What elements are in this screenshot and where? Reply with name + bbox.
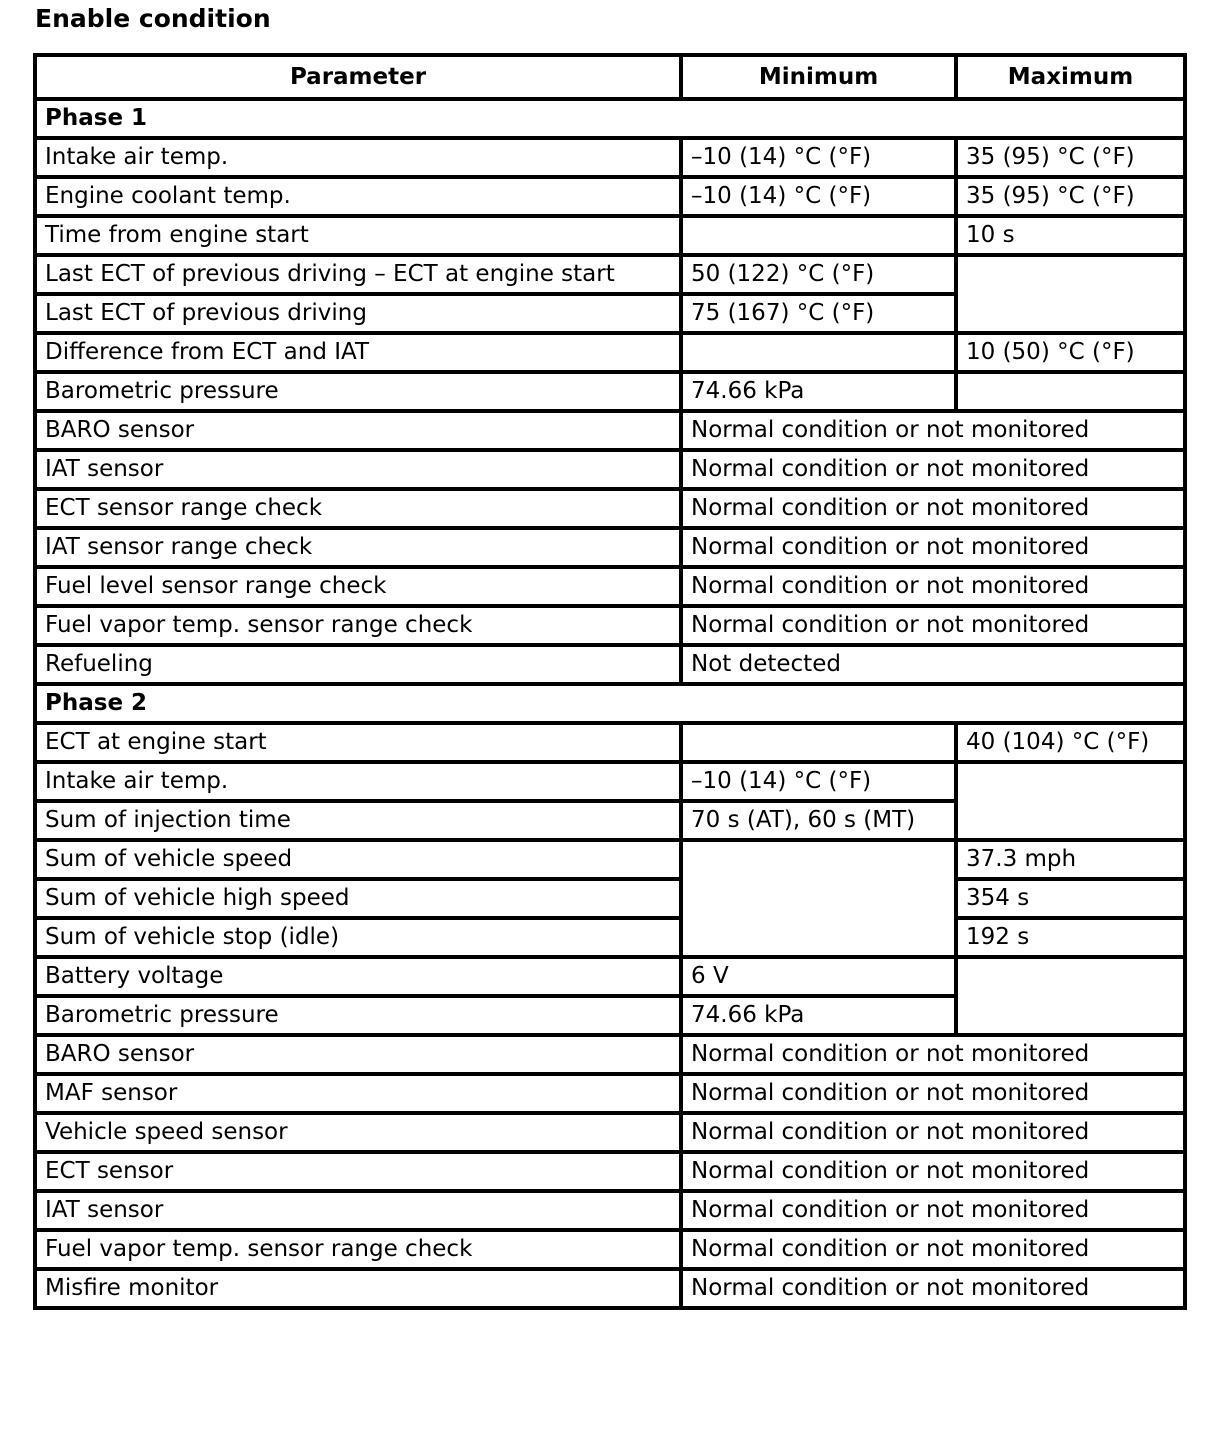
table-row [35,567,1185,606]
value-cell: Normal condition or not monitored [681,489,1185,528]
min-cell-empty [681,333,956,372]
table-row [35,1152,1185,1191]
param-cell: Last ECT of previous driving – ECT at engine start [35,255,681,294]
phase-row [35,684,1185,723]
value-cell: Normal condition or not monitored [681,411,1185,450]
param-cell: Intake air temp. [35,762,681,801]
param-cell: Time from engine start [35,216,681,255]
table-row [35,1113,1185,1152]
value-cell: Not detected [681,645,1185,684]
max-cell: 35 (95) °C (°F) [956,177,1185,216]
param-cell: Fuel vapor temp. sensor range check [35,606,681,645]
table-row [35,333,1185,372]
table-row [35,255,1185,294]
param-cell: Sum of vehicle stop (idle) [35,918,681,957]
value-cell: Normal condition or not monitored [681,1113,1185,1152]
value-cell: Normal condition or not monitored [681,1035,1185,1074]
min-cell: 50 (122) °C (°F) [681,255,956,294]
param-cell: Intake air temp. [35,138,681,177]
min-cell-empty [681,723,956,762]
table-row [35,489,1185,528]
param-cell: Barometric pressure [35,996,681,1035]
enable-condition-table [33,53,1187,1310]
value-cell: Normal condition or not monitored [681,1191,1185,1230]
param-cell: Sum of injection time [35,801,681,840]
max-cell: 37.3 mph [956,840,1185,879]
min-cell: 70 s (AT), 60 s (MT) [681,801,956,840]
value-cell: Normal condition or not monitored [681,1269,1185,1308]
max-cell-empty [956,957,1185,1035]
min-cell: –10 (14) °C (°F) [681,762,956,801]
param-cell: IAT sensor [35,1191,681,1230]
header-row [35,55,1185,99]
min-cell-empty [681,840,956,957]
param-cell: Misfire monitor [35,1269,681,1308]
table-row [35,528,1185,567]
table-row [35,1074,1185,1113]
param-cell: MAF sensor [35,1074,681,1113]
value-cell: Normal condition or not monitored [681,1152,1185,1191]
value-cell: Normal condition or not monitored [681,528,1185,567]
max-cell: 35 (95) °C (°F) [956,138,1185,177]
value-cell: Normal condition or not monitored [681,450,1185,489]
max-cell: 192 s [956,918,1185,957]
table-row [35,1269,1185,1308]
header-parameter: Parameter [35,55,681,99]
param-cell: Fuel vapor temp. sensor range check [35,1230,681,1269]
max-cell: 40 (104) °C (°F) [956,723,1185,762]
param-cell: BARO sensor [35,1035,681,1074]
param-cell: ECT at engine start [35,723,681,762]
max-cell-empty [956,255,1185,333]
value-cell: Normal condition or not monitored [681,567,1185,606]
param-cell: Sum of vehicle high speed [35,879,681,918]
param-cell: Fuel level sensor range check [35,567,681,606]
table-row [35,606,1185,645]
param-cell: ECT sensor range check [35,489,681,528]
phase-1-label: Phase 1 [35,99,1185,138]
param-cell: Sum of vehicle speed [35,840,681,879]
value-cell: Normal condition or not monitored [681,1230,1185,1269]
param-cell: Engine coolant temp. [35,177,681,216]
table-row [35,177,1185,216]
param-cell: Vehicle speed sensor [35,1113,681,1152]
page-title: Enable condition [35,4,271,33]
min-cell: –10 (14) °C (°F) [681,177,956,216]
table-row [35,1191,1185,1230]
table-row [35,840,1185,879]
param-cell: IAT sensor range check [35,528,681,567]
param-cell: Battery voltage [35,957,681,996]
table-row [35,138,1185,177]
min-cell: 75 (167) °C (°F) [681,294,956,333]
table-row [35,216,1185,255]
max-cell: 10 (50) °C (°F) [956,333,1185,372]
table-row [35,723,1185,762]
param-cell: IAT sensor [35,450,681,489]
value-cell: Normal condition or not monitored [681,1074,1185,1113]
min-cell: –10 (14) °C (°F) [681,138,956,177]
phase-row [35,99,1185,138]
table-row [35,372,1185,411]
min-cell: 74.66 kPa [681,996,956,1035]
param-cell: Last ECT of previous driving [35,294,681,333]
table-row [35,645,1185,684]
max-cell-empty [956,372,1185,411]
max-cell: 354 s [956,879,1185,918]
header-minimum: Minimum [681,55,956,99]
max-cell: 10 s [956,216,1185,255]
table-row [35,957,1185,996]
param-cell: Refueling [35,645,681,684]
param-cell: ECT sensor [35,1152,681,1191]
table-row [35,918,1185,957]
min-cell: 6 V [681,957,956,996]
table-row [35,879,1185,918]
table-row [35,450,1185,489]
table-row [35,762,1185,801]
min-cell-empty [681,216,956,255]
param-cell: BARO sensor [35,411,681,450]
param-cell: Barometric pressure [35,372,681,411]
max-cell-empty [956,762,1185,840]
param-cell: Difference from ECT and IAT [35,333,681,372]
table-row [35,1035,1185,1074]
table-row [35,411,1185,450]
value-cell: Normal condition or not monitored [681,606,1185,645]
header-maximum: Maximum [956,55,1185,99]
min-cell: 74.66 kPa [681,372,956,411]
table-row [35,1230,1185,1269]
phase-2-label: Phase 2 [35,684,1185,723]
